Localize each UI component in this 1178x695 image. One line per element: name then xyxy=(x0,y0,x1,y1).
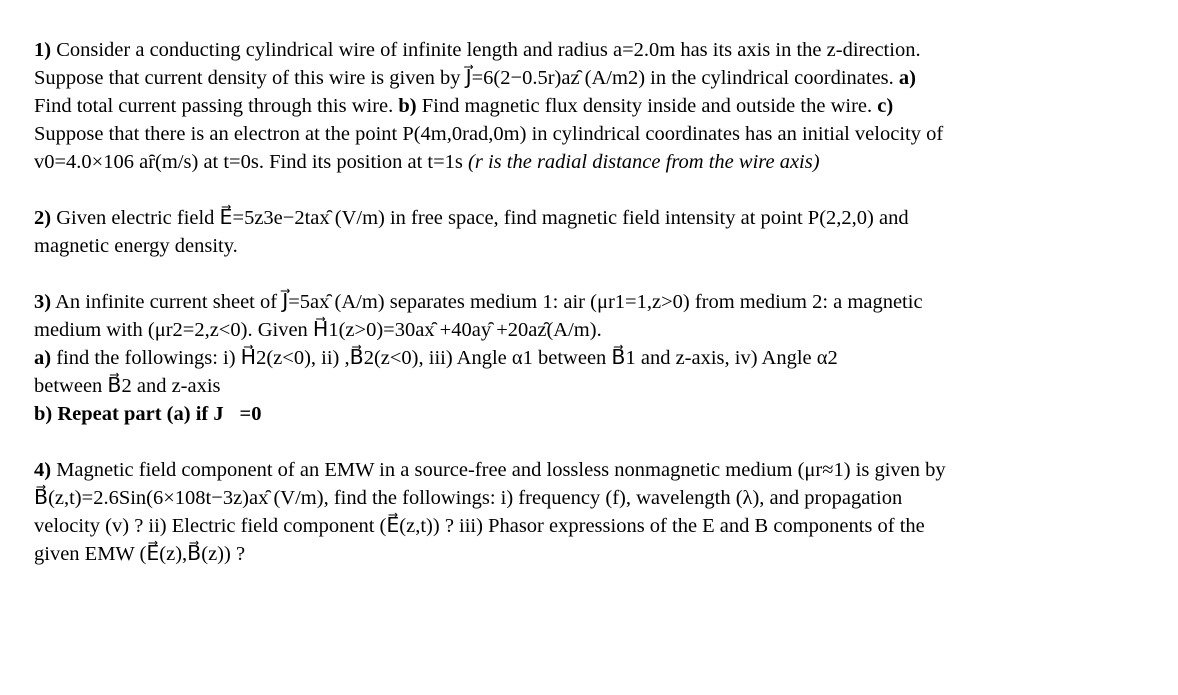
problem-2-text: Given electric field E⃗=5z3e−2tax̑ (V/m) in free space, find magnetic field intensity at point P(2,2,0) and magnetic energy density. xyxy=(34,207,909,257)
problem-4-number: 4) xyxy=(34,459,52,481)
problem-1-text-b: Find total current passing through this wire. xyxy=(34,95,394,117)
problem-1-label-c: c) xyxy=(877,95,894,117)
problem-1-text-a: Consider a conducting cylindrical wire of infinite length and radius a=2.0m has its axis in the z-direction. Suppose that current density of this wire is given by J⃗=6(2−0.5r)az̑ (A/m2) in the cylindrical coordinates. xyxy=(34,39,921,89)
problem-4-text: Magnetic field component of an EMW in a source-free and lossless nonmagnetic medium (μr≈1) is given by B⃗(z,t)=2.6Sin(6×108t−3z)ax̑ (V/m), find the followings: i) frequency (f), wavelength (λ), and propagation velocity (v) ? ii) Electric field component (E⃗(z,t)) ? iii) Phasor expressions of the E and B components of the given EMW (E⃗(z),B⃗(z)) ? xyxy=(34,459,946,565)
problem-1-note: (r is the radial distance from the wire axis) xyxy=(468,151,820,173)
problem-2-number: 2) xyxy=(34,207,52,229)
problem-1-label-b: b) xyxy=(398,95,417,117)
problem-1 xyxy=(34,36,1149,176)
problem-3-text-a: An infinite current sheet of J⃗=5ax̑ (A/m) separates medium 1: air (μr1=1,z>0) from medium 2: a magnetic medium with (μr2=2,z<0). Given H⃗1(z>0)=30ax̑ +40ay̑ +20az̑(A/m). xyxy=(34,291,923,341)
document-page xyxy=(34,36,1149,596)
problem-3 xyxy=(34,288,1149,428)
problem-3-part-b: b) Repeat part (a) if J⃗=0 xyxy=(34,403,262,425)
problem-1-text-c: Find magnetic flux density inside and outside the wire. xyxy=(416,95,878,117)
problem-1-label-a: a) xyxy=(898,67,916,89)
problem-3-text-b: find the followings: i) H⃗2(z<0), ii) ,B⃗2(z<0), iii) Angle α1 between B⃗1 and z-axis, iv) Angle α2 between B⃗2 and z-axis xyxy=(34,347,838,397)
problem-1-number: 1) xyxy=(34,39,52,61)
problem-1-text-d: Suppose that there is an electron at the point P(4m,0rad,0m) in cylindrical coordinates has an initial velocity of v0=4.0×106 aȓ(m/s) at t=0s. Find its position at t=1s xyxy=(34,123,944,173)
problem-3-number: 3) xyxy=(34,291,52,313)
problem-3-label-a: a) xyxy=(34,347,52,369)
problem-4 xyxy=(34,456,1149,568)
problem-2 xyxy=(34,204,1149,260)
